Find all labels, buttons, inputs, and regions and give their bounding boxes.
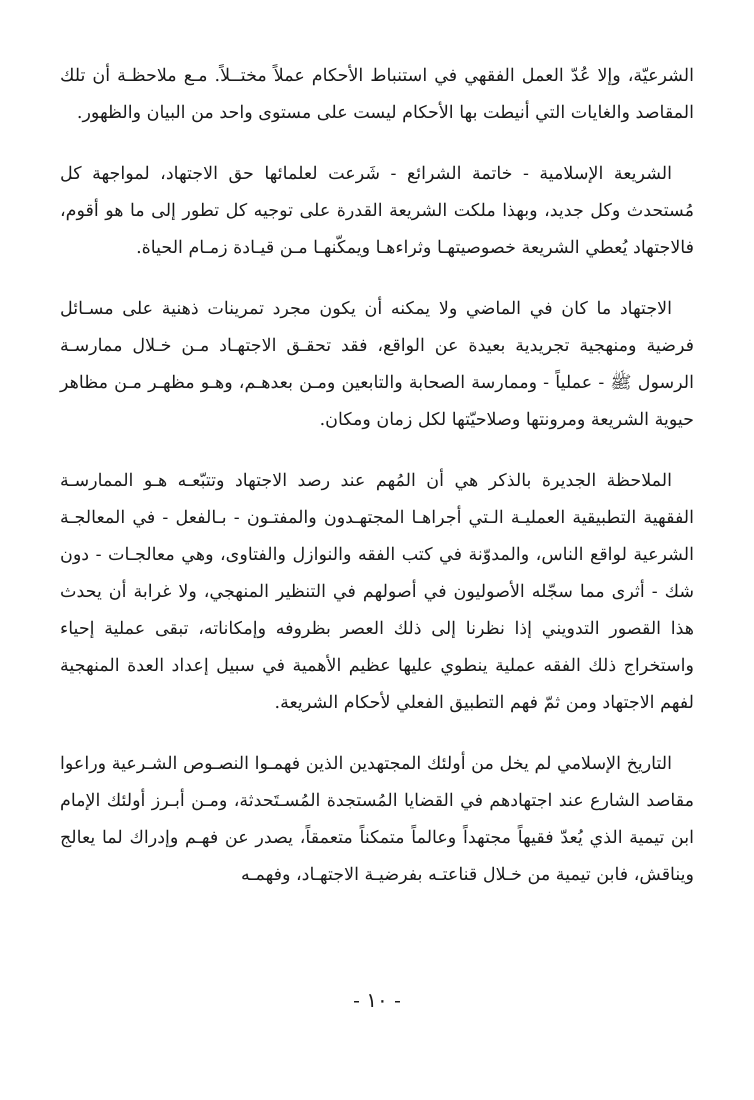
paragraph-intro-continuation: الشرعيّة، وإلا عُدّ العمل الفقهي في استنباط الأحكام عملاً مختــلاً. مـع ملاحظـة أن تلك المقاصد والغايات التي أنيطت بها الأحكام ليست على مستوى واحد من البيان والظهور. [60, 66, 694, 123]
paragraph-observation: الملاحظة الجديرة بالذكر هي أن المُهم عند رصد الاجتهاد وتتبّعـه هـو الممارسـة الفقهية التطبيقية العمليـة الـتي أجراهـا المجتهـدون والمفتـون - بـالفعل - في المعالجـة الشرعية لواقع الناس، والمدوّنة في كتب الفقه والنوازل والفتاوى، وهي معالجـات - دون شك - أثرى مما سجّله الأصوليون في أصولهم في التنظير المنهجي، ولا غرابة أن يحدث هذا القصور التدويني إذا نظرنا إلى ذلك العصر بظروفه وإمكاناته، تبقى عملية إحياء واستخراج ذلك الفقه عملية ينطوي عليها عظيم الأهمية في سبيل إعداد العدة المنهجية لفهم الاجتهاد ومن ثمّ فهم التطبيق الفعلي لأحكام الشريعة. [60, 471, 694, 713]
paragraph-ijtihad-practice: الاجتهاد ما كان في الماضي ولا يمكنه أن يكون مجرد تمرينات ذهنية على مسـائل فرضية ومنهجية تجريدية بعيدة عن الواقع، فقد تحقـق الاجتهـاد مـن خـلال ممارسـة الرسول ﷺ - عملياً - وممارسة الصحابة والتابعين ومـن بعدهـم، وهـو مظهـر مـن مظاهر حيوية الشريعة ومرونتها وصلاحيّتها لكل زمان ومكان. [60, 299, 694, 430]
page-body [60, 58, 694, 918]
page-number: - ١٠ - [353, 988, 401, 1012]
paragraph-sharia-ijtihad: الشريعة الإسلامية - خاتمة الشرائع - شَرعت لعلمائها حق الاجتهاد، لمواجهة كل مُستحدث وكل جديد، وبهذا ملكت الشريعة القدرة على توجيه كل تطور إلى ما هو أقوم، فالاجتهاد يُعطي الشريعة خصوصيتهـا وثراءهـا ويمكّنهـا مـن قيـادة زمـام الحياة. [60, 164, 694, 258]
paragraph-islamic-history: التاريخ الإسلامي لم يخل من أولئك المجتهدين الذين فهمـوا النصـوص الشـرعية وراعوا مقاصد الشارع عند اجتهادهم في القضايا المُستجدة المُسـتَحدثة، ومـن أبـرز أولئك الإمام ابن تيمية الذي يُعدّ فقيهاً مجتهداً وعالماً متمكناً متعمقاً، يصدر عن فهـم وإدراك لما يعالج ويناقش، فابن تيمية من خـلال قناعتـه بفرضيـة الاجتهـاد، وفهمـه [60, 754, 694, 885]
